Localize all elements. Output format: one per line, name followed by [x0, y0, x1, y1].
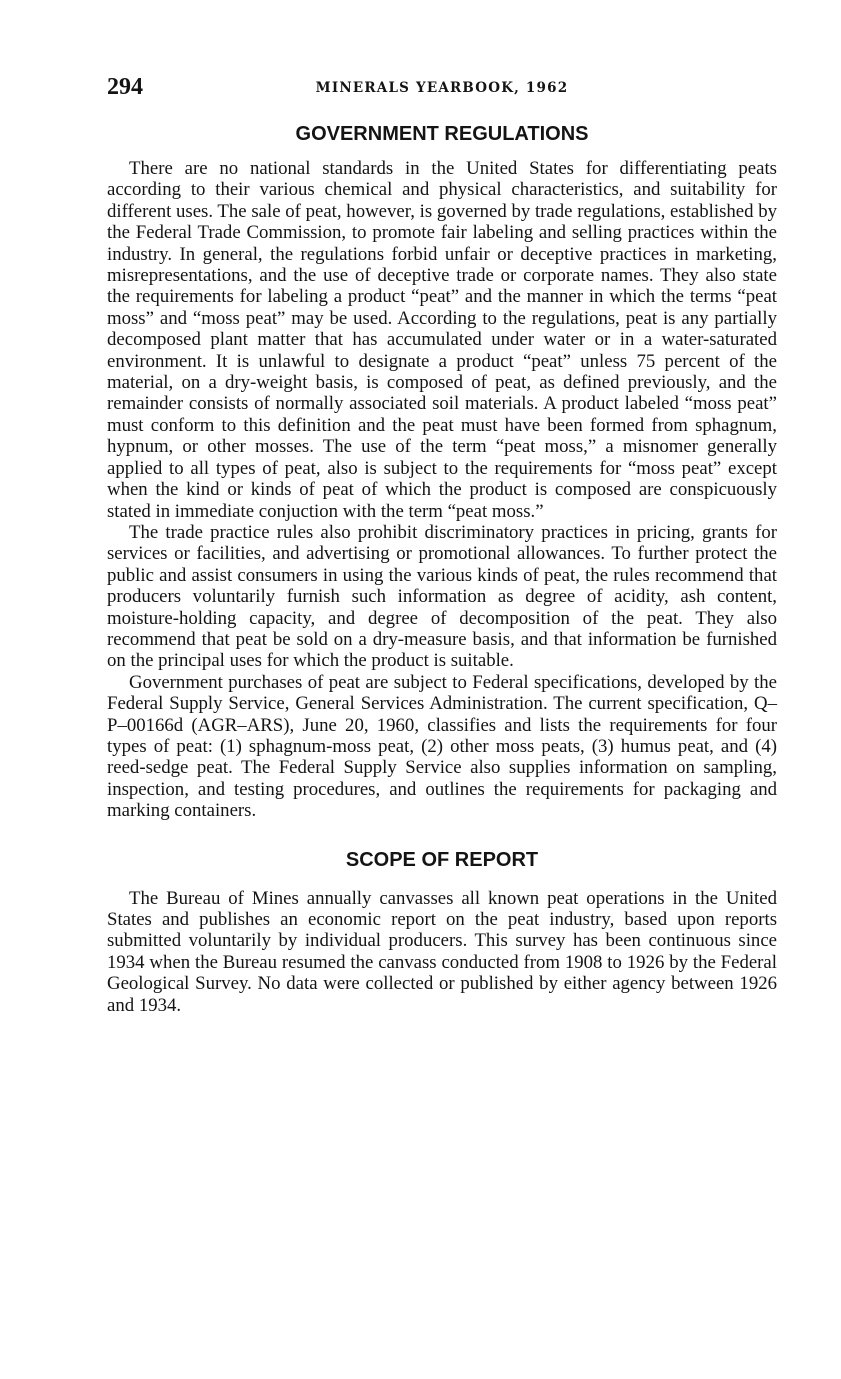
section-heading-scope-of-report: SCOPE OF REPORT [345, 848, 539, 871]
section-heading-government-regulations: GOVERNMENT REGULATIONS [295, 123, 589, 145]
section-body-scope-of-report [107, 888, 777, 1016]
section-body-government-regulations [107, 158, 777, 822]
running-title: MINERALS YEARBOOK, 1962 [315, 80, 569, 96]
paragraph: The trade practice rules also prohibit discriminatory practices in pricing, grants for services or facilities, and advertising or promotional allowances. To further protect the public and assist consumers in using the various kinds of peat, the rules recommend that producers voluntarily furnish such information as degree of acidity, ash content, moisture-holding capacity, and degree of decomposition of the peat. They also recommend that peat be sold on a dry-measure basis, and that information be furnished on the principal uses for which the product is suitable. [107, 521, 777, 672]
document-page [107, 72, 777, 1016]
paragraph: There are no national standards in the United States for differentiating peats according to their various chemical and physical characteristics, and suitability for different uses. The sale of peat, however, is governed by trade regulations, established by the Federal Trade Commission, to promote fair labeling and selling practices within the industry. In general, the regulations forbid unfair or deceptive practices in marketing, misrepresentations, and the use of deceptive trade or corporate names. They also state the requirements for labeling a product “peat” and the manner in which the terms “peat moss” and “moss peat” may be used. According to the regulations, peat is any partially decomposed plant matter that has accumulated under water or in a water-saturated environment. It is unlawful to designate a product “peat” unless 75 percent of the material, on a dry-weight basis, is composed of peat, as defined previously, and the remainder consists of normally associated soil materials. A product labeled “moss peat” must conform to this definition and the peat must have been formed from sphagnum, hypnum, or other mosses. The use of the term “peat moss,” a misnomer generally applied to all types of peat, also is subject to the requirements for “moss peat” except when the kind or kinds of peat of which the product is composed are conspicuously stated in immediate conjuction with the term “peat moss.” [107, 158, 777, 522]
running-header [107, 72, 777, 106]
page-number: 294 [107, 74, 143, 100]
paragraph: The Bureau of Mines annually canvasses all known peat operations in the United States and publishes an economic report on the peat industry, based upon reports submitted voluntarily by individual producers. This survey has been continuous since 1934 when the Bureau resumed the canvass conducted from 1908 to 1926 by the Federal Geological Survey. No data were collected or published by either agency between 1926 and 1934. [107, 887, 777, 1016]
paragraph: Government purchases of peat are subject to Federal specifications, developed by the Federal Supply Service, General Services Administration. The current specification, Q–P–00166d (AGR–ARS), June 20, 1960, classifies and lists the requirements for four types of peat: (1) sphagnum-moss peat, (2) other moss peats, (3) humus peat, and (4) reed-sedge peat. The Federal Supply Service also supplies information on sampling, inspection, and testing procedures, and outlines the requirements for packaging and marking containers. [107, 671, 777, 822]
